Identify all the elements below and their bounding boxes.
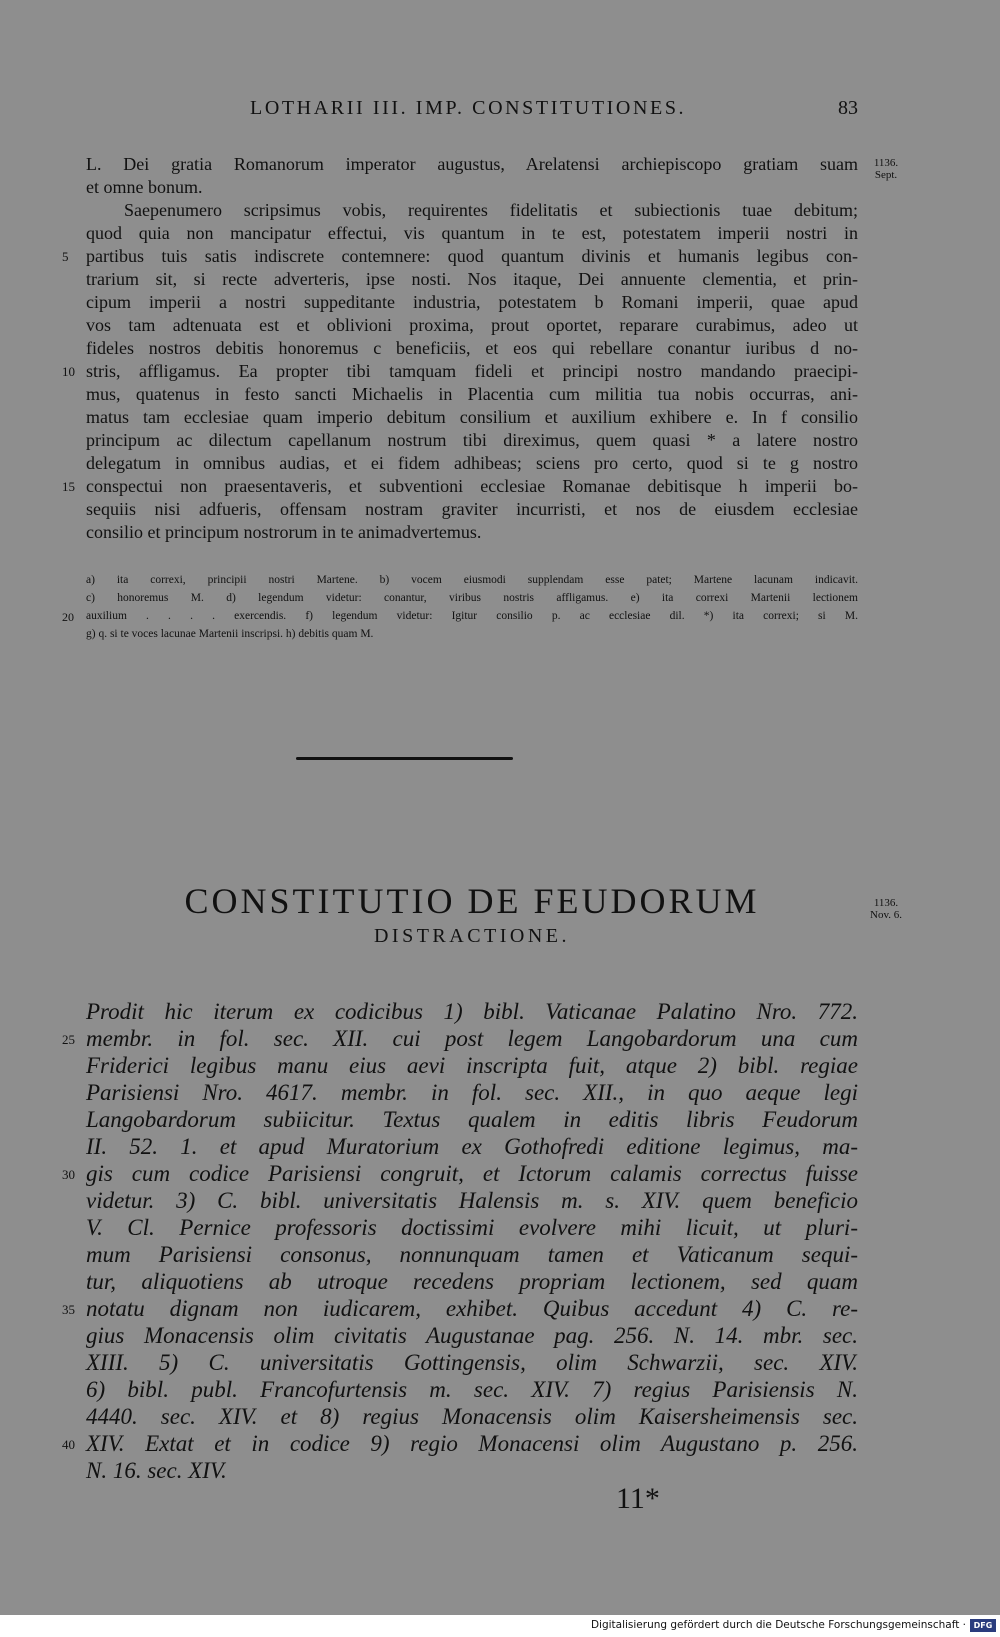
margin-date-year: 1136. — [873, 897, 899, 909]
letter-line: L. Dei gratia Romanorum imperator augustus, Arelatensi archiepiscopo gratiam suam — [86, 154, 858, 174]
intro-line: membr. in fol. sec. XII. cui post legem Langobardorum una cum — [86, 1026, 858, 1051]
footnote-line: a) ita correxi, principii nostri Martene. b) vocem eiusmodi supplendam esse patet; Martene lacunam indicavit. — [86, 574, 858, 586]
intro-line: notatu dignam non iudicarem, exhibet. Quibus accedunt 4) C. re- — [86, 1296, 858, 1321]
line-number: 30 — [62, 1167, 75, 1182]
margin-date-day: Nov. 6. — [870, 909, 902, 921]
letter-line: delegatum in omnibus audias, et ei fidem adhibeas; sciens pro certo, quod si te g nostro — [86, 453, 858, 473]
intro-line: V. Cl. Pernice professoris doctissimi evolvere mihi licuit, ut pluri- — [86, 1215, 858, 1240]
letter-line: vos tam adtenuata est et oblivioni proxima, prout oportet, reparare curabimus, adeo ut — [86, 315, 858, 335]
letter-line: consilio et principum nostrorum in te animadvertemus. — [86, 522, 482, 542]
digitization-credit: Digitalisierung gefördert durch die Deutsche Forschungsgemeinschaft · — [590, 1619, 966, 1631]
intro-line: gius Monacensis olim civitatis Augustanae pag. 256. N. 14. mbr. sec. — [86, 1323, 858, 1348]
line-number: 25 — [62, 1032, 75, 1047]
intro-line: gis cum codice Parisiensi congruit, et Ictorum calamis correctus fuisse — [86, 1161, 858, 1186]
line-number: 40 — [62, 1437, 75, 1452]
intro-line: N. 16. sec. XIV. — [86, 1458, 227, 1483]
intro-line: XIV. Extat et in codice 9) regio Monacensi olim Augustano p. 256. — [86, 1431, 858, 1456]
letter-line: trarium sit, si recte adverteris, ipse nosti. Nos itaque, Dei annuente clementia, et prin- — [86, 269, 858, 289]
running-header: LOTHARII III. IMP. CONSTITUTIONES. — [250, 97, 687, 119]
intro-line: Friderici legibus manu eius aevi inscripta fuit, atque 2) bibl. regiae — [86, 1053, 858, 1078]
page-number: 83 — [838, 97, 858, 119]
footnote-line: auxilium . . . . exercendis. f) legendum videtur: Igitur consilio p. ac ecclesiae dil. *) ita correxi; si M. — [86, 610, 858, 622]
letter-line: et omne bonum. — [86, 177, 203, 197]
letter-line: principum ac dilectum capellanum nostrum tibi direximus, quem quasi * a latere nostro — [86, 430, 858, 450]
letter-line: fideles nostros debitis honoremus c beneficiis, et eos qui rebellare conantur iuribus d no- — [86, 338, 858, 358]
letter-line: partibus tuis satis indiscrete contemnere: quod quantum divinis et humanis legibus con- — [86, 246, 858, 266]
intro-line: Parisiensi Nro. 4617. membr. in fol. sec. XII., in quo aeque legi — [86, 1080, 858, 1105]
intro-line: Prodit hic iterum ex codicibus 1) bibl. Vaticanae Palatino Nro. 772. — [86, 999, 858, 1024]
letter-line: matus tam ecclesiae quam imperio debitum consilium et auxilium exhibere e. In f consilio — [86, 407, 858, 427]
line-number: 15 — [62, 479, 75, 494]
margin-date-year: 1136. — [873, 157, 899, 169]
section-divider — [296, 757, 513, 760]
line-number: 35 — [62, 1302, 75, 1317]
footnote-line: g) q. si te voces lacunae Martenii inscripsi. h) debitis quam M. — [86, 628, 374, 640]
letter-line: conspectui non praesentaveris, et subventioni ecclesiae Romanae debitisque h imperii bo- — [86, 476, 858, 496]
section-subtitle: DISTRACTIONE. — [373, 925, 571, 947]
dfg-logo: DFG — [970, 1619, 996, 1632]
letter-line: quod quia non mancipatur effectui, vis quantum in te est, potestatem imperii nostri in — [86, 223, 858, 243]
line-number: 10 — [62, 364, 75, 379]
letter-margin-date — [866, 157, 906, 181]
footnote-line: c) honoremus M. d) legendum videtur: conantur, viribus nostris affligamus. e) ita correxi Martenii lectionem — [86, 592, 858, 604]
signature-mark: 11* — [616, 1482, 660, 1515]
letter-line: Saepenumero scripsimus vobis, requirentes fidelitatis et subiectionis tuae debitum; — [124, 200, 858, 220]
margin-date-month: Sept. — [874, 169, 898, 181]
letter-line: stris, affligamus. Ea propter tibi tamquam fideli et principi nostro mandando praecipi- — [86, 361, 858, 381]
line-number: 20 — [62, 610, 74, 624]
intro-line: Langobardorum subiicitur. Textus qualem in editis libris Feudorum — [86, 1107, 858, 1132]
intro-line: XIII. 5) C. universitatis Gottingensis, olim Schwarzii, sec. XIV. — [86, 1350, 858, 1375]
intro-line: tur, aliquotiens ab utroque recedens propriam lectionem, sed quam — [86, 1269, 858, 1294]
intro-line: videtur. 3) C. bibl. universitatis Halensis m. s. XIV. quem beneficio — [86, 1188, 858, 1213]
section-margin-date — [866, 897, 906, 921]
intro-line: 6) bibl. publ. Francofurtensis m. sec. XIV. 7) regius Parisiensis N. — [86, 1377, 858, 1402]
section-title: CONSTITUTIO DE FEUDORUM — [184, 881, 760, 921]
letter-line: cipum imperii a nostri suppeditante industria, potestatem b Romani imperii, quae apud — [86, 292, 858, 312]
intro-line: II. 52. 1. et apud Muratorium ex Gothofredi editione legimus, ma- — [86, 1134, 858, 1159]
intro-line: mum Parisiensi consonus, nonnunquam tamen et Vaticanum sequi- — [86, 1242, 858, 1267]
letter-line: mus, quatenus in festo sancti Michaelis in Placentia cum militia tua nobis occurras, ani- — [86, 384, 858, 404]
letter-line: sequiis nisi adfueris, offensam nostram graviter incurristi, et nos de eiusdem ecclesiae — [86, 499, 858, 519]
intro-line: 4440. sec. XIV. et 8) regius Monacensis olim Kaisersheimensis sec. — [86, 1404, 858, 1429]
line-number: 5 — [62, 249, 69, 264]
